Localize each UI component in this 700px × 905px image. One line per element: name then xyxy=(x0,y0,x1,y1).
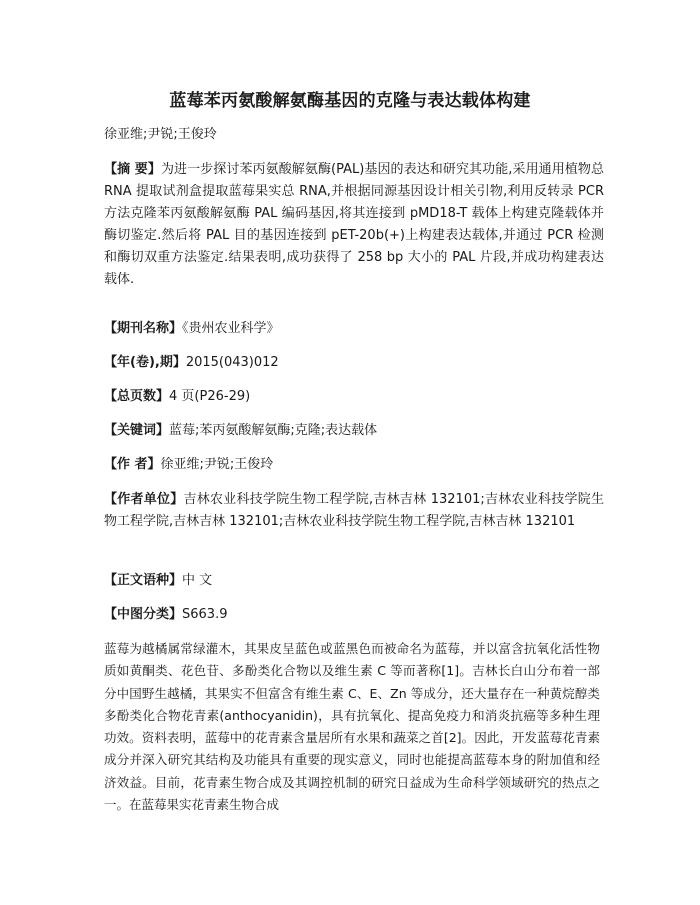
keywords-value: 蓝莓;苯丙氨酸解氨酶;克隆;表达载体 xyxy=(169,423,378,438)
author-label: 【作 者】 xyxy=(104,457,161,472)
classification-field xyxy=(104,604,604,626)
pages-value: 4 页(P26-29) xyxy=(169,389,251,404)
classification-value: S663.9 xyxy=(182,607,228,622)
affiliation-value: 吉林农业科技学院生物工程学院,吉林吉林 132101;吉林农业科技学院生物工程学院,吉林吉林 132101;吉林农业科技学院生物工程学院,吉林吉林 132101 xyxy=(104,492,604,529)
pages-label: 【总页数】 xyxy=(104,389,170,404)
year-issue-value: 2015(043)012 xyxy=(185,355,279,370)
paper-title: 蓝莓苯丙氨酸解氨酶基因的克隆与表达载体构建 xyxy=(169,91,531,111)
body-paragraph: 蓝莓为越橘属常绿灌木，其果皮呈蓝色或蓝黑色而被命名为蓝莓，并以富含抗氧化活性物质如黄酮类、花色苷、多酚类化合物以及维生素 C 等而著称[1]。吉林长白山分布着一部分中国野生越橘，其果实不但富含有维生素 C、E、Zn 等成分，还大量存在一种黄烷醇类多酚类化合物花青素(anthocyanidin)，具有抗氧化、提高免疫力和消炎抗癌等多种生理功效。资料表明，蓝莓中的花青素含量居所有水果和蔬菜之首[2]。因此，开发蓝莓花青素成分并深入研究其结构及功能具有重要的现实意义，同时也能提高蓝莓本身的附加值和经济效益。目前，花青素生物合成及其调控机制的研究日益成为生命科学领域研究的热点之一。在蓝莓果实花青素生物合成 xyxy=(104,641,600,813)
author-field xyxy=(104,454,604,476)
classification-label: 【中图分类】 xyxy=(104,607,183,622)
journal-label: 【期刊名称】 xyxy=(104,321,183,336)
language-field xyxy=(104,570,604,592)
year-issue-label: 【年(卷),期】 xyxy=(104,355,186,370)
year-issue-field xyxy=(104,352,604,374)
language-value: 中 文 xyxy=(182,573,213,588)
keywords-field xyxy=(104,420,604,442)
author-value: 徐亚维;尹锐;王俊玲 xyxy=(160,457,274,472)
journal-field xyxy=(104,318,604,340)
affiliation-field xyxy=(104,489,604,533)
journal-value: 《贵州农业科学》 xyxy=(182,321,280,336)
abstract-text: 为进一步探讨苯丙氨酸解氨酶(PAL)基因的表达和研究其功能,采用通用植物总 RNA 提取试剂盒提取蓝莓果实总 RNA,并根据同源基因设计相关引物,利用反转录 PCR 方法克隆苯丙氨酸解氨酶 PAL 编码基因,将其连接到 pMD18-T 载体上构建克隆载体并酶切鉴定.然后将 PAL 目的基因连接到 pET-20b(+)上构建表达载体,并通过 PCR 检测和酶切双重方法鉴定.结果表明,成功获得了 258 bp 大小的 PAL 片段,并成功构建表达载体. xyxy=(104,162,605,287)
pages-field xyxy=(104,386,604,408)
author-line: 徐亚维;尹锐;王俊玲 xyxy=(104,127,217,142)
abstract-section xyxy=(104,159,604,291)
keywords-label: 【关键词】 xyxy=(104,423,170,438)
abstract-label: 【摘 要】 xyxy=(104,162,161,177)
affiliation-label: 【作者单位】 xyxy=(104,492,184,507)
language-label: 【正文语种】 xyxy=(104,573,183,588)
